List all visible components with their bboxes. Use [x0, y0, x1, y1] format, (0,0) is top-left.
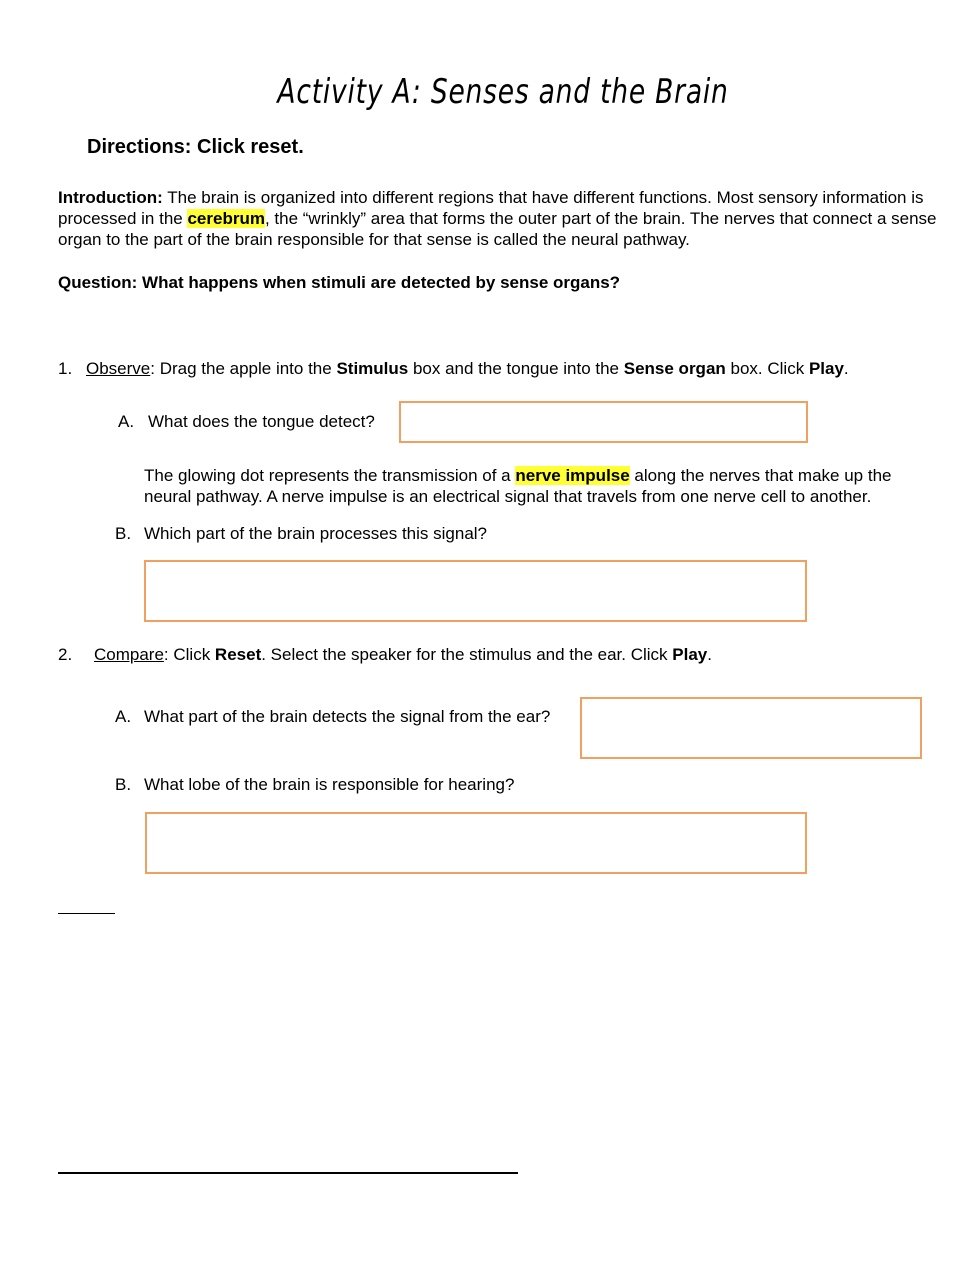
intro-label: Introduction:: [58, 188, 163, 207]
directions: Directions: Click reset.: [87, 136, 304, 158]
q1-bold-play: Play: [808, 359, 844, 378]
q1-text: box and the tongue into the: [408, 359, 624, 378]
q1a-text: What does the tongue detect?: [148, 412, 375, 431]
intro-text-2: , the “wrinkly” area that forms the outer part of the brain. The nerves that connect a sense organ to the part of the brain responsible for that sense is called the neural pathway.: [58, 209, 937, 249]
q1-text: : Drag the apple into the: [150, 359, 337, 378]
q1-instruction: [86, 359, 849, 379]
q2-bold-reset: Reset: [214, 645, 262, 664]
note-text-2: along the nerves that make up the neural pathway. A nerve impulse is an electrical signal that travels from one nerve cell to another.: [144, 466, 892, 506]
page-title: Activity A: Senses and the Brain: [277, 72, 729, 112]
q1-bold-sense-organ: Sense organ: [623, 359, 726, 378]
short-divider: [58, 913, 115, 914]
q2-action: Compare: [94, 645, 164, 664]
nerve-impulse-note: [144, 465, 934, 507]
q2a-text: What part of the brain detects the signal from the ear?: [144, 707, 551, 726]
footer-divider: [58, 1172, 518, 1174]
q2-number: 2.: [58, 645, 73, 664]
introduction-paragraph: [58, 187, 938, 250]
q2a-letter: A.: [115, 707, 132, 726]
q1a-letter: A.: [118, 412, 135, 431]
q1-number: 1.: [58, 359, 73, 378]
q1a-answer-box[interactable]: [399, 401, 808, 443]
q1-text: .: [843, 359, 849, 378]
q1-text: box. Click: [725, 359, 809, 378]
note-text-1: The glowing dot represents the transmission of a: [144, 466, 516, 485]
q2-text: .: [707, 645, 712, 664]
q1-action: Observe: [86, 359, 151, 378]
q2-text: : Click: [163, 645, 215, 664]
highlight-nerve-impulse: nerve impulse: [515, 466, 630, 485]
question: Question: What happens when stimuli are detected by sense organs?: [58, 273, 621, 292]
q2b-answer-box[interactable]: [145, 812, 807, 874]
q2-bold-play: Play: [672, 645, 708, 664]
q1-bold-stimulus: Stimulus: [336, 359, 409, 378]
q2-instruction: [94, 645, 712, 665]
q2b-letter: B.: [115, 775, 132, 794]
intro-text-1: The brain is organized into different regions that have different functions. Most sensory information is processed in the: [58, 188, 924, 228]
q2a-answer-box[interactable]: [580, 697, 922, 759]
q1b-answer-box[interactable]: [144, 560, 807, 622]
highlight-cerebrum: cerebrum: [187, 209, 265, 228]
q2-text: . Select the speaker for the stimulus and the ear. Click: [261, 645, 673, 664]
q1b-letter: B.: [115, 524, 132, 543]
q1b-text: Which part of the brain processes this signal?: [144, 524, 488, 543]
q2b-text: What lobe of the brain is responsible for hearing?: [144, 775, 515, 794]
